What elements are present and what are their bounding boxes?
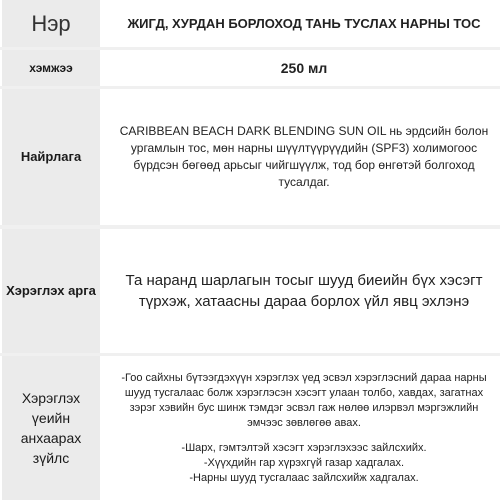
volume-value-cell — [108, 50, 500, 86]
volume-value: 250 мл — [280, 60, 328, 76]
usage-text: Та наранд шарлагын тосыг шууд биеийн бүх хэсэгт түрхэж, хатаасны дараа борлох үйл явц эхлэнэ — [125, 272, 483, 310]
row-warnings — [0, 356, 500, 500]
product-name: ЖИГД, ХУРДАН БОРЛОХОД ТАНЬ ТУСЛАХ НАРНЫ ТОС — [127, 15, 481, 31]
name-label: Нэр — [2, 0, 100, 47]
warning-item: -Шарх, гэмтэлтэй хэсэгт хэрэглэхээс зайлсхийх. — [181, 441, 427, 454]
usage-value-cell — [108, 229, 500, 353]
name-value-cell — [108, 0, 500, 47]
row-volume — [0, 50, 500, 86]
ingredients-text: CARIBBEAN BEACH DARK BLENDING SUN OIL нь эрдсийн болон ургамлын тос, мөн нарны шүүлтүүрүүдийн (SPF3) холимогоос бүрдсэн бөгөөд арьсыг чийгшүүлж, тод бор өнгөтэй болгоход тусалдаг. — [119, 124, 489, 189]
ingredients-value-cell — [108, 89, 500, 225]
warnings-label: Хэрэглэх үеийн анхаарах зүйлс — [2, 356, 100, 500]
row-name — [0, 0, 500, 47]
warning-item: -Хүүхдийн гар хүрэхгүй газар хадгалах. — [203, 456, 405, 469]
row-ingredients — [0, 89, 500, 225]
volume-label: хэмжээ — [2, 50, 100, 86]
warnings-value-cell — [108, 356, 500, 500]
usage-label: Хэрэглэх арга — [2, 229, 100, 353]
warning-item: -Нарны шууд тусгалаас зайлсхийж хадгалах. — [189, 471, 419, 484]
warnings-content — [116, 371, 492, 486]
row-usage — [0, 229, 500, 353]
ingredients-label: Найрлага — [2, 89, 100, 225]
warning-paragraph: -Гоо сайхны бүтээгдэхүүн хэрэглэх үед эсвэл хэрэглэсний дараа нарны шууд тусгалаас болж хэрэглэсэн хэсэгт улаан толбо, хавдах, загатнах зэрэг хэвийн бус шинж тэмдэг эсвэл гаж нөлөө илэрвэл мэргэжлийн эмчээс зөвлөгөө авах. — [121, 371, 487, 429]
